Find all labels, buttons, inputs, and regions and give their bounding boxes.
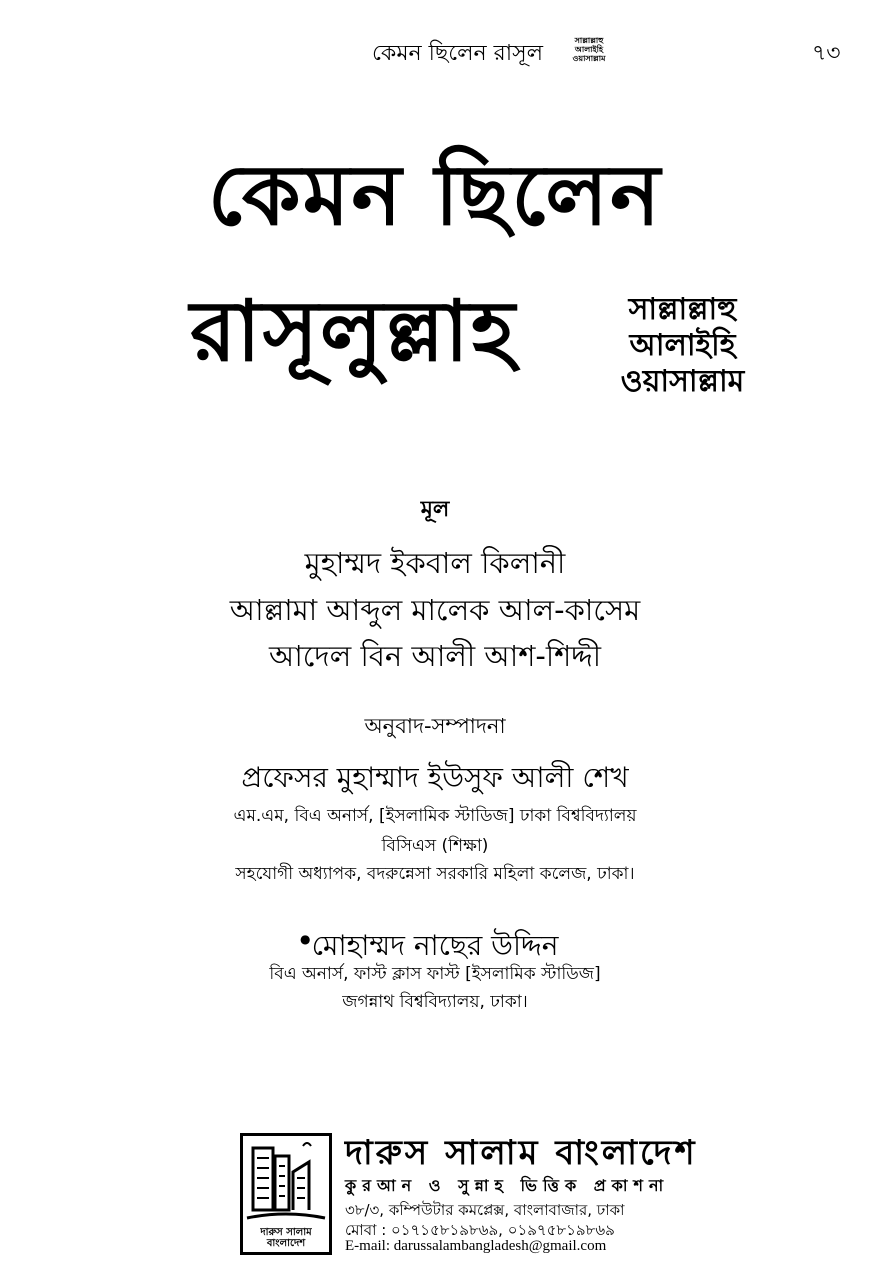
editor-name: মোহাম্মদ নাছের উদ্দিন [311,929,559,962]
book-title-line2: রাসূলুল্লাহ [190,282,517,380]
translator-detail: সহযোগী অধ্যাপক, বদরুন্নেসা সরকারি মহিলা কলেজ, ঢাকা। [235,864,635,884]
running-header-honorific: সাল্লাল্লাহু আলাইহি ওয়াসাল্লাম [572,36,606,63]
honorific-block [600,292,765,400]
publisher-phone: মোবা : ০১৭১৫৮১৯৮৬৯, ০১৯৭৫৮১৯৮৬৯ [345,1221,615,1239]
publisher-block [240,1127,740,1255]
original-label: মূল [420,497,450,522]
translator-detail: বিসিএস (শিক্ষা) [381,836,489,856]
logo-caption: দারুস সালাম বাংলাদেশ [260,1227,312,1249]
editor-detail: বিএ অনার্স, ফাস্ট ক্লাস ফাস্ট [ইসলামিক স্টাডিজ] [269,964,601,984]
author-name: আল্লামা আব্দুল মালেক আল-কাসেম [229,593,641,627]
building-logo-icon [243,1138,329,1228]
bullet-dot-icon: ● [300,932,311,946]
page-number: ৭৩ [812,41,841,66]
honorific-line: আলাইহি [629,328,736,363]
publisher-email: E-mail: darussalambangladesh@gmail.com [345,1238,607,1254]
honorific-line: ওয়াসাল্লাম [620,364,745,399]
publisher-logo [240,1133,332,1255]
honorific-line: সাল্লাল্লাহু [628,292,737,327]
publisher-name: দারুস সালাম বাংলাদেশ [345,1133,698,1173]
book-title-line1: কেমন ছিলেন [207,146,663,244]
running-header-title: কেমন ছিলেন রাসূল [372,41,544,66]
author-name: মুহাম্মদ ইকবাল কিলানী [304,546,566,580]
translation-label: অনুবাদ-সম্পাদনা [364,714,506,738]
author-name: আদেল বিন আলী আশ-শিদ্দী [268,639,602,673]
publisher-tagline: কুরআন ও সুন্নাহ ভিত্তিক প্রকাশনা [345,1176,670,1195]
publisher-address: ৩৮/৩, কম্পিউটার কমপ্লেক্স, বাংলাবাজার, ঢাকা [345,1201,625,1219]
translator-detail: এম.এম, বিএ অনার্স, [ইসলামিক স্টাডিজ] ঢাকা বিশ্ববিদ্যালয় [233,806,637,826]
editor-detail: জগন্নাথ বিশ্ববিদ্যালয়, ঢাকা। [342,992,528,1012]
translator-name: প্রফেসর মুহাম্মাদ ইউসুফ আলী শেখ [241,761,629,794]
